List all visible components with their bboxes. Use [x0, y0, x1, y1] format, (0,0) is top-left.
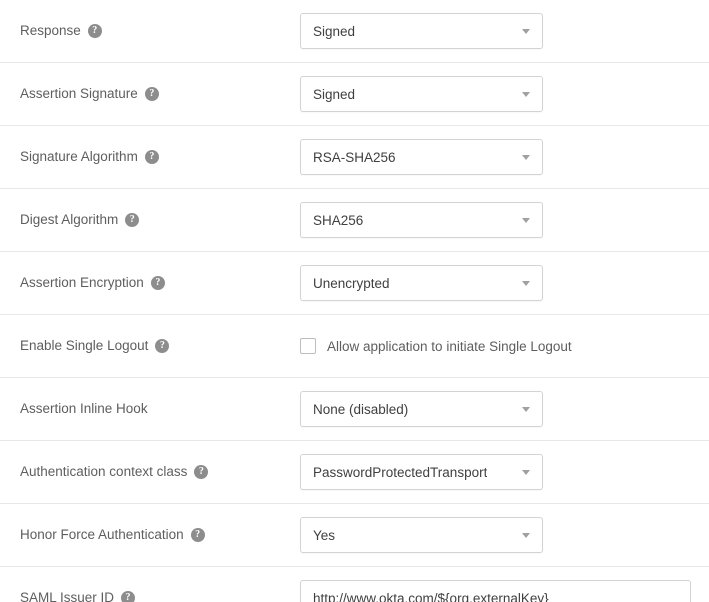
- chevron-down-icon[interactable]: [522, 281, 530, 286]
- form-row-response: [0, 0, 709, 62]
- select-authentication-context-class[interactable]: [300, 454, 543, 490]
- label-cell-assertion-signature: [0, 63, 300, 125]
- field-label-authentication-context-class: Authentication context class: [20, 464, 188, 479]
- label-cell-assertion-encryption: [0, 252, 300, 314]
- select-digest-algorithm[interactable]: [300, 202, 543, 238]
- control-cell-digest-algorithm: [300, 189, 709, 251]
- chevron-down-icon[interactable]: [522, 92, 530, 97]
- form-row-assertion-encryption: [0, 252, 709, 314]
- form-row-honor-force-authentication: [0, 504, 709, 566]
- select-value-response: Signed: [313, 23, 356, 39]
- control-cell-authentication-context-class: [300, 441, 709, 503]
- field-label-assertion-encryption: Assertion Encryption: [20, 275, 144, 290]
- control-cell-saml-issuer-id: [300, 567, 709, 602]
- help-icon-authentication-context-class[interactable]: ?: [194, 465, 208, 479]
- form-row-enable-single-logout: [0, 315, 709, 377]
- help-icon-response[interactable]: ?: [88, 24, 102, 38]
- field-label-signature-algorithm: Signature Algorithm: [20, 149, 138, 164]
- help-icon-assertion-signature[interactable]: ?: [145, 87, 159, 101]
- form-row-digest-algorithm: [0, 189, 709, 251]
- select-response[interactable]: [300, 13, 543, 49]
- form-row-signature-algorithm: [0, 126, 709, 188]
- select-value-assertion-signature: Signed: [313, 86, 356, 102]
- label-cell-signature-algorithm: [0, 126, 300, 188]
- select-value-honor-force-authentication: Yes: [313, 527, 336, 543]
- input-saml-issuer-id[interactable]: [300, 580, 691, 602]
- help-icon-assertion-encryption[interactable]: ?: [151, 276, 165, 290]
- label-cell-authentication-context-class: [0, 441, 300, 503]
- label-cell-digest-algorithm: [0, 189, 300, 251]
- control-cell-enable-single-logout: [300, 315, 709, 377]
- control-cell-honor-force-authentication: [300, 504, 709, 566]
- chevron-down-icon[interactable]: [522, 155, 530, 160]
- select-value-digest-algorithm: SHA256: [313, 212, 364, 228]
- control-cell-assertion-signature: [300, 63, 709, 125]
- select-assertion-signature[interactable]: [300, 76, 543, 112]
- help-icon-saml-issuer-id[interactable]: ?: [121, 591, 135, 602]
- chevron-down-icon[interactable]: [522, 29, 530, 34]
- control-cell-signature-algorithm: [300, 126, 709, 188]
- label-cell-assertion-inline-hook: [0, 378, 300, 440]
- help-icon-enable-single-logout[interactable]: ?: [155, 339, 169, 353]
- checkbox-wrap-enable-single-logout[interactable]: [300, 338, 572, 354]
- select-value-assertion-inline-hook: None (disabled): [313, 401, 409, 417]
- chevron-down-icon[interactable]: [522, 470, 530, 475]
- select-honor-force-authentication[interactable]: [300, 517, 543, 553]
- checkbox-enable-single-logout[interactable]: [300, 338, 316, 354]
- form-row-authentication-context-class: [0, 441, 709, 503]
- form-row-saml-issuer-id: [0, 567, 709, 602]
- select-assertion-encryption[interactable]: [300, 265, 543, 301]
- field-label-assertion-signature: Assertion Signature: [20, 86, 138, 101]
- form-row-assertion-signature: [0, 63, 709, 125]
- field-label-assertion-inline-hook: Assertion Inline Hook: [20, 401, 148, 416]
- field-label-honor-force-authentication: Honor Force Authentication: [20, 527, 184, 542]
- field-label-enable-single-logout: Enable Single Logout: [20, 338, 149, 353]
- label-cell-enable-single-logout: [0, 315, 300, 377]
- control-cell-response: [300, 0, 709, 62]
- control-cell-assertion-inline-hook: [300, 378, 709, 440]
- label-cell-honor-force-authentication: [0, 504, 300, 566]
- field-label-saml-issuer-id: SAML Issuer ID: [20, 590, 115, 602]
- select-value-assertion-encryption: Unencrypted: [313, 275, 390, 291]
- form-row-assertion-inline-hook: [0, 378, 709, 440]
- chevron-down-icon[interactable]: [522, 218, 530, 223]
- select-value-signature-algorithm: RSA-SHA256: [313, 149, 396, 165]
- label-cell-saml-issuer-id: [0, 567, 300, 602]
- chevron-down-icon[interactable]: [522, 533, 530, 538]
- control-cell-assertion-encryption: [300, 252, 709, 314]
- help-icon-signature-algorithm[interactable]: ?: [145, 150, 159, 164]
- label-cell-response: [0, 0, 300, 62]
- help-icon-honor-force-authentication[interactable]: ?: [191, 528, 205, 542]
- field-label-response: Response: [20, 23, 81, 38]
- select-signature-algorithm[interactable]: [300, 139, 543, 175]
- chevron-down-icon[interactable]: [522, 407, 530, 412]
- field-label-digest-algorithm: Digest Algorithm: [20, 212, 119, 227]
- help-icon-digest-algorithm[interactable]: ?: [125, 213, 139, 227]
- select-assertion-inline-hook[interactable]: [300, 391, 543, 427]
- select-value-authentication-context-class: PasswordProtectedTransport: [313, 464, 488, 480]
- checkbox-label-enable-single-logout: Allow application to initiate Single Logout: [327, 338, 572, 354]
